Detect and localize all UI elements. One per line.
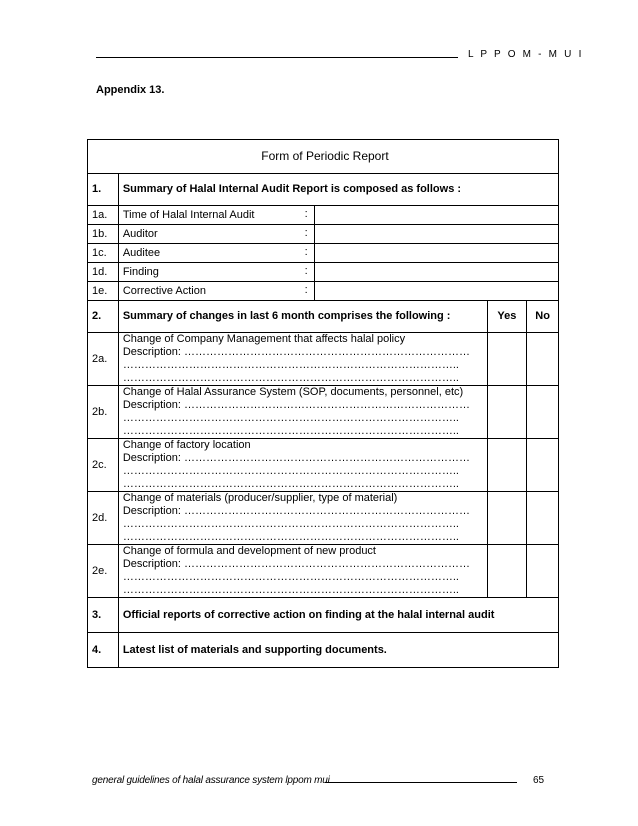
summary-row: [88, 263, 559, 282]
no-checkbox-cell[interactable]: [527, 386, 559, 439]
summary-value-field[interactable]: [314, 244, 558, 263]
no-checkbox-cell[interactable]: [527, 439, 559, 492]
row-label: Time of Halal Internal Audit :: [118, 206, 314, 225]
change-title: Change of Halal Assurance System (SOP, documents, personnel, etc): [122, 386, 464, 398]
row-number: 2c.: [88, 439, 119, 492]
section-3-row: [88, 598, 559, 633]
footer-rule: [325, 782, 517, 783]
yes-checkbox-cell[interactable]: [487, 492, 527, 545]
page-number: 65: [533, 775, 545, 786]
change-row: [88, 333, 559, 386]
row-number: 1e.: [88, 282, 119, 301]
section-number: 1.: [88, 174, 119, 206]
dotted-line: ………………………………………………………………………………..: [122, 359, 459, 371]
section-4-row: [88, 633, 559, 668]
dotted-line: ………………………………………………………………………………..: [122, 584, 459, 596]
section-label: Summary of changes in last 6 month comprises the following :: [118, 301, 487, 333]
yes-column-header: Yes: [487, 301, 527, 333]
row-number: 1b.: [88, 225, 119, 244]
row-number: 1c.: [88, 244, 119, 263]
row-colon: :: [304, 208, 308, 220]
section-2-row: [88, 301, 559, 333]
no-checkbox-cell[interactable]: [527, 545, 559, 598]
summary-value-field[interactable]: [314, 225, 558, 244]
row-label: Finding :: [118, 263, 314, 282]
change-title: Change of factory location: [122, 439, 251, 451]
section-number: 4.: [88, 633, 119, 668]
yes-checkbox-cell[interactable]: [487, 333, 527, 386]
change-title: Change of materials (producer/supplier, type of material): [122, 492, 398, 504]
row-label: Corrective Action :: [118, 282, 314, 301]
no-checkbox-cell[interactable]: [527, 492, 559, 545]
dotted-line: ………………………………………………………………………………..: [122, 412, 459, 424]
change-description: [118, 439, 487, 492]
row-label: Auditor :: [118, 225, 314, 244]
no-checkbox-cell[interactable]: [527, 333, 559, 386]
row-colon: :: [304, 265, 308, 277]
dotted-line: ………………………………………………………………………………..: [122, 425, 459, 437]
row-number: 2d.: [88, 492, 119, 545]
row-colon: :: [304, 284, 308, 296]
row-label: Auditee :: [118, 244, 314, 263]
row-number: 2e.: [88, 545, 119, 598]
dotted-line: ………………………………………………………………………………..: [122, 372, 459, 384]
description-line: Description: ……………………………………………………………………: [122, 346, 470, 358]
row-colon: :: [304, 227, 308, 239]
row-number: 2b.: [88, 386, 119, 439]
change-description: [118, 545, 487, 598]
change-row: [88, 386, 559, 439]
description-line: Description: ……………………………………………………………………: [122, 399, 470, 411]
yes-checkbox-cell[interactable]: [487, 439, 527, 492]
dotted-line: ………………………………………………………………………………..: [122, 571, 459, 583]
row-colon: :: [304, 246, 308, 258]
row-number: 2a.: [88, 333, 119, 386]
summary-row: [88, 206, 559, 225]
description-line: Description: ……………………………………………………………………: [122, 452, 470, 464]
section-1-row: [88, 174, 559, 206]
periodic-report-form: [87, 139, 559, 668]
section-label: Summary of Halal Internal Audit Report is composed as follows :: [118, 174, 558, 206]
change-title: Change of Company Management that affects halal policy: [122, 333, 406, 345]
section-label: Official reports of corrective action on finding at the halal internal audit: [118, 598, 558, 633]
form-title: Form of Periodic Report: [88, 140, 559, 174]
header-rule: [96, 57, 458, 58]
yes-checkbox-cell[interactable]: [487, 386, 527, 439]
summary-row: [88, 282, 559, 301]
dotted-line: ………………………………………………………………………………..: [122, 518, 459, 530]
change-description: [118, 492, 487, 545]
change-description: [118, 386, 487, 439]
footer-text: general guidelines of halal assurance system lppom mui: [92, 775, 330, 786]
dotted-line: ………………………………………………………………………………..: [122, 531, 459, 543]
section-number: 2.: [88, 301, 119, 333]
row-number: 1a.: [88, 206, 119, 225]
appendix-label: Appendix 13.: [96, 84, 165, 96]
no-column-header: No: [527, 301, 559, 333]
description-line: Description: ……………………………………………………………………: [122, 558, 470, 570]
dotted-line: ………………………………………………………………………………..: [122, 478, 459, 490]
description-line: Description: ……………………………………………………………………: [122, 505, 470, 517]
row-number: 1d.: [88, 263, 119, 282]
summary-value-field[interactable]: [314, 282, 558, 301]
summary-row: [88, 225, 559, 244]
section-number: 3.: [88, 598, 119, 633]
summary-value-field[interactable]: [314, 263, 558, 282]
header-brand: L P P O M - M U I: [468, 49, 584, 60]
change-row: [88, 439, 559, 492]
change-description: [118, 333, 487, 386]
dotted-line: ………………………………………………………………………………..: [122, 465, 459, 477]
change-row: [88, 545, 559, 598]
summary-value-field[interactable]: [314, 206, 558, 225]
yes-checkbox-cell[interactable]: [487, 545, 527, 598]
section-label: Latest list of materials and supporting documents.: [118, 633, 558, 668]
summary-row: [88, 244, 559, 263]
change-title: Change of formula and development of new product: [122, 545, 376, 557]
form-title-row: [88, 140, 559, 174]
change-row: [88, 492, 559, 545]
